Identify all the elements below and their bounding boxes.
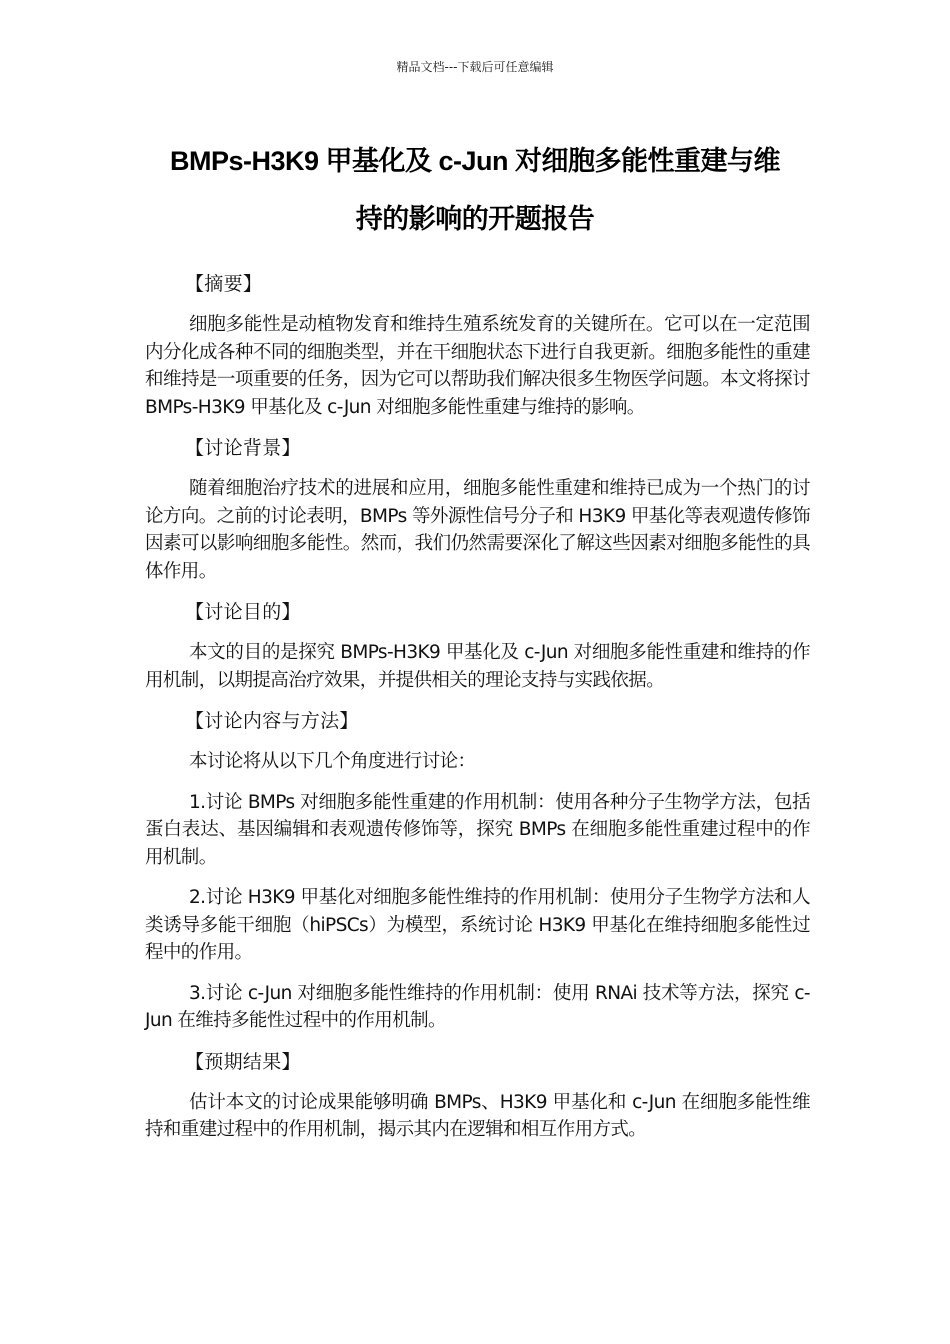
methods-intro-paragraph: 本讨论将从以下几个角度进行讨论： [189, 751, 476, 772]
abstract-paragraph: 细胞多能性是动植物发育和维持生殖系统发育的关键所在。它可以在一定范围内分化成各种不同的细胞类型，并在干细胞状态下进行自我更新。细胞多能性的重建和维持是一项重要的任务，因为它可以帮助我们解决很多生物医学问题。本文将探讨 BMPs-H3K9 甲基化及 c-Jun 对细胞多能性重建与维持的影响。 [145, 314, 810, 418]
document-title-line1: BMPs-H3K9 甲基化及 c-Jun 对细胞多能性重建与维 [169, 146, 781, 176]
section-heading-purpose: 【讨论目的】 [185, 601, 301, 623]
document-body [145, 270, 810, 1157]
document-title-line2: 持的影响的开题报告 [355, 204, 595, 234]
purpose-paragraph: 本文的目的是探究 BMPs-H3K9 甲基化及 c-Jun 对细胞多能性重建和维持的作用机制，以期提高治疗效果，并提供相关的理论支持与实践依据。 [145, 642, 810, 691]
expected-paragraph: 估计本文的讨论成果能够明确 BMPs、H3K9 甲基化和 c-Jun 在细胞多能性维持和重建过程中的作用机制，揭示其内在逻辑和相互作用方式。 [145, 1091, 810, 1140]
section-heading-methods: 【讨论内容与方法】 [185, 710, 359, 732]
methods-item-1: 1.讨论 BMPs 对细胞多能性重建的作用机制：使用各种分子生物学方法，包括蛋白表达、基因编辑和表观遗传修饰等，探究 BMPs 在细胞多能性重建过程中的作用机制。 [145, 791, 810, 868]
document-title [120, 132, 830, 248]
background-paragraph: 随着细胞治疗技术的进展和应用，细胞多能性重建和维持已成为一个热门的讨论方向。之前的讨论表明，BMPs 等外源性信号分子和 H3K9 甲基化等表观遗传修饰因素可以影响细胞多能性。然而，我们仍然需要深化了解这些因素对细胞多能性的具体作用。 [145, 478, 810, 582]
methods-item-2: 2.讨论 H3K9 甲基化对细胞多能性维持的作用机制：使用分子生物学方法和人类诱导多能干细胞（hiPSCs）为模型，系统讨论 H3K9 甲基化在维持细胞多能性过程中的作用。 [145, 887, 810, 963]
section-heading-abstract: 【摘要】 [185, 273, 263, 295]
section-heading-expected: 【预期结果】 [185, 1050, 301, 1073]
methods-item-3: 3.讨论 c-Jun 对细胞多能性维持的作用机制：使用 RNAi 技术等方法，探究 c-Jun 在维持多能性过程中的作用机制。 [145, 982, 810, 1031]
page-header: 精品文档---下载后可任意编辑 [396, 60, 554, 74]
section-heading-background: 【讨论背景】 [185, 437, 301, 459]
